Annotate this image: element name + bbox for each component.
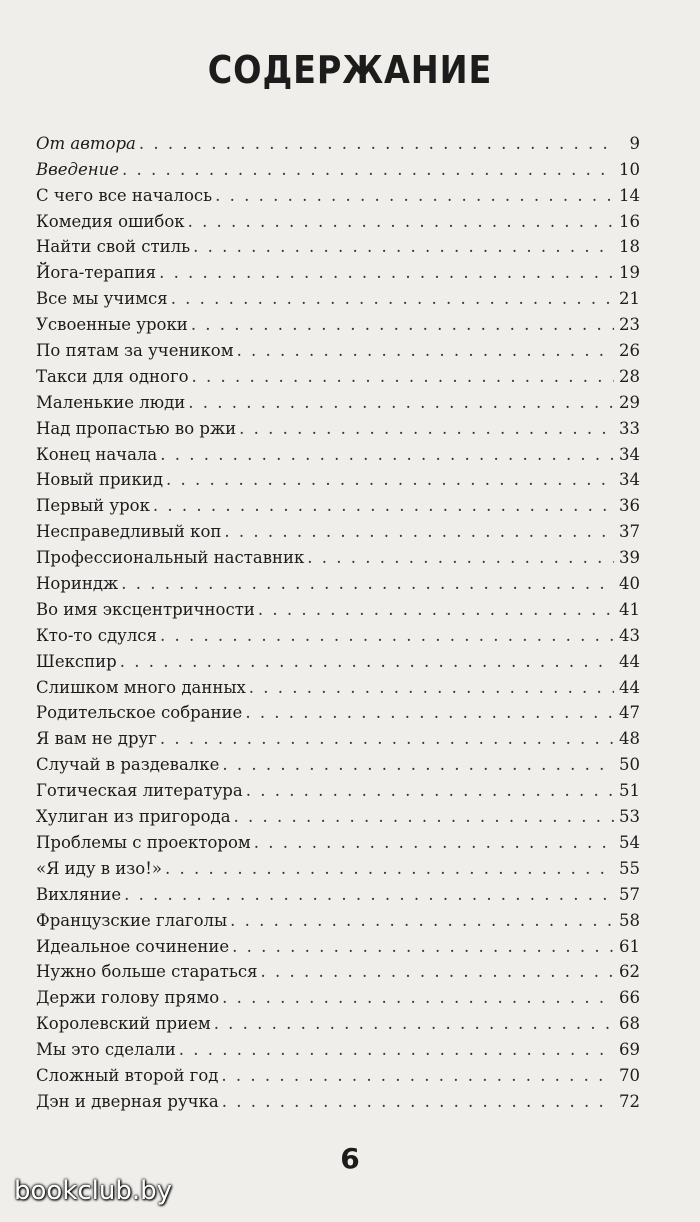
toc-entry-title: Проблемы с проектором	[36, 832, 251, 852]
toc-entry	[36, 749, 640, 775]
toc-entry-title: Усвоенные уроки	[36, 315, 188, 335]
toc-entry-page: 21	[619, 289, 640, 309]
toc-entry-page: 44	[619, 677, 640, 697]
dot-leader	[254, 833, 614, 853]
dot-leader	[171, 289, 614, 309]
toc-entry-title: Дэн и дверная ручка	[36, 1091, 219, 1111]
toc-entry-title: Королевский прием	[36, 1014, 211, 1034]
toc-entry-page: 16	[619, 211, 640, 231]
toc-entry-title: Такси для одного	[36, 366, 189, 386]
dot-leader	[237, 341, 614, 361]
toc-entry-page: 48	[619, 729, 640, 749]
dot-leader	[239, 419, 614, 439]
toc-entry-page: 10	[619, 159, 640, 179]
dot-leader	[234, 807, 614, 827]
toc-entry-page: 39	[619, 548, 640, 568]
toc-entry-title: Вихляние	[36, 884, 122, 904]
toc-entry	[36, 283, 640, 309]
dot-leader	[224, 522, 614, 542]
dot-leader	[230, 911, 614, 931]
toc-entry	[36, 516, 640, 542]
toc-entry-page: 41	[619, 599, 640, 619]
dot-leader	[232, 937, 614, 957]
toc-entry-page: 51	[619, 781, 640, 801]
toc-entry-title: Слишком много данных	[36, 677, 246, 697]
toc-entry-title: Готическая литература	[36, 781, 243, 801]
toc-entry	[36, 931, 640, 957]
toc-entry	[36, 128, 640, 154]
toc-entry-title: Шекспир	[36, 651, 117, 671]
toc-entry-page: 19	[619, 263, 640, 283]
toc-entry-title: Идеальное сочинение	[36, 936, 230, 956]
toc-entry-title: «Я иду в изо!»	[36, 858, 162, 878]
dot-leader	[258, 600, 614, 620]
dot-leader	[192, 367, 614, 387]
dot-leader	[160, 445, 614, 465]
toc-entry	[36, 827, 640, 853]
dot-leader	[122, 160, 614, 180]
dot-leader	[307, 548, 614, 568]
toc-entry-page: 50	[619, 755, 640, 775]
dot-leader	[221, 1066, 614, 1086]
toc-entry	[36, 801, 640, 827]
dot-leader	[153, 496, 614, 516]
toc-entry-title: Профессиональный наставник	[36, 548, 305, 568]
toc-entry-page: 44	[619, 651, 640, 671]
page-number: 6	[340, 1142, 360, 1175]
toc-entry-title: Случай в раздевалке	[36, 755, 220, 775]
dot-leader	[139, 134, 614, 154]
toc-entry-page: 40	[619, 574, 640, 594]
toc-entry-title: Введение	[36, 159, 119, 179]
dot-leader	[222, 1092, 614, 1112]
dot-leader	[160, 729, 614, 749]
toc-entry-page: 28	[619, 366, 640, 386]
dot-leader	[188, 212, 614, 232]
dot-leader	[124, 885, 614, 905]
toc-entry	[36, 1086, 640, 1112]
toc-entry-title: Нориндж	[36, 574, 119, 594]
toc-entry-title: Йога-терапия	[36, 263, 157, 283]
toc-entry	[36, 232, 640, 258]
dot-leader	[159, 263, 614, 283]
toc-entry-page: 36	[619, 496, 640, 516]
toc-entry-page: 58	[619, 910, 640, 930]
toc-entry	[36, 1034, 640, 1060]
toc-entry-page: 18	[619, 237, 640, 257]
toc-entry-title: Маленькие люди	[36, 392, 186, 412]
dot-leader	[222, 988, 614, 1008]
toc-entry	[36, 387, 640, 413]
dot-leader	[245, 703, 614, 723]
dot-leader	[215, 186, 614, 206]
toc-entry	[36, 646, 640, 672]
toc-entry-title: Сложный второй год	[36, 1065, 219, 1085]
toc-entry-title: С чего все началось	[36, 185, 213, 205]
dot-leader	[165, 859, 614, 879]
dot-leader	[188, 393, 614, 413]
toc-entry-page: 70	[619, 1065, 640, 1085]
dot-leader	[261, 962, 614, 982]
toc-entry-page: 55	[619, 858, 640, 878]
toc-entry	[36, 594, 640, 620]
toc-entry-title: Нужно больше стараться	[36, 962, 258, 982]
toc-entry-title: Хулиган из пригорода	[36, 807, 231, 827]
toc-entry-title: Найти свой стиль	[36, 237, 191, 257]
toc-entry-page: 66	[619, 988, 640, 1008]
toc-entry-title: Несправедливый коп	[36, 522, 222, 542]
toc-entry	[36, 879, 640, 905]
toc-entry	[36, 413, 640, 439]
toc-entry	[36, 439, 640, 465]
page-title: СОДЕРЖАНИЕ	[207, 48, 493, 92]
toc-entry-title: Родительское собрание	[36, 703, 243, 723]
dot-leader	[214, 1014, 614, 1034]
toc-entry-page: 69	[619, 1040, 640, 1060]
toc-entry-title: Все мы учимся	[36, 289, 168, 309]
toc-entry	[36, 180, 640, 206]
toc-entry-title: Французские глаголы	[36, 910, 228, 930]
toc-entry	[36, 620, 640, 646]
toc-entry-page: 33	[619, 418, 640, 438]
toc-entry-page: 54	[619, 832, 640, 852]
toc-entry	[36, 1060, 640, 1086]
toc-entry-title: По пятам за учеником	[36, 341, 234, 361]
toc-entry-page: 34	[619, 470, 640, 490]
toc-entry-page: 43	[619, 625, 640, 645]
watermark: bookclub.by	[14, 1176, 173, 1206]
toc-entry-page: 14	[619, 185, 640, 205]
toc-entry	[36, 309, 640, 335]
toc-entry-page: 47	[619, 703, 640, 723]
toc-entry-page: 29	[619, 392, 640, 412]
toc-entry-title: Во имя эксцентричности	[36, 599, 255, 619]
toc-entry-title: От автора	[36, 133, 136, 153]
toc-entry-title: Кто-то сдулся	[36, 625, 157, 645]
toc-entry-page: 9	[629, 133, 640, 153]
toc-entry-title: Я вам не друг	[36, 729, 157, 749]
toc-entry-page: 26	[619, 341, 640, 361]
toc-entry	[36, 490, 640, 516]
toc-entry	[36, 775, 640, 801]
dot-leader	[179, 1040, 614, 1060]
toc-entry-page: 34	[619, 444, 640, 464]
toc-entry	[36, 672, 640, 698]
toc-entry-page: 57	[619, 884, 640, 904]
toc-entry	[36, 1008, 640, 1034]
dot-leader	[193, 237, 614, 257]
toc-entry	[36, 257, 640, 283]
toc-entry-title: Над пропастью во ржи	[36, 418, 237, 438]
toc-entry	[36, 361, 640, 387]
dot-leader	[120, 652, 614, 672]
toc-entry	[36, 905, 640, 931]
toc-entry	[36, 206, 640, 232]
dot-leader	[222, 755, 614, 775]
toc-entry	[36, 723, 640, 749]
toc-entry-title: Держи голову прямо	[36, 988, 220, 1008]
dot-leader	[166, 470, 614, 490]
toc-entry-title: Первый урок	[36, 496, 150, 516]
toc-entry	[36, 568, 640, 594]
toc-entry-page: 37	[619, 522, 640, 542]
dot-leader	[246, 781, 614, 801]
toc-entry-page: 62	[619, 962, 640, 982]
toc-entry-title: Конец начала	[36, 444, 158, 464]
toc-entry-page: 68	[619, 1014, 640, 1034]
toc-entry-title: Комедия ошибок	[36, 211, 185, 231]
toc-entry	[36, 335, 640, 361]
toc-entry	[36, 853, 640, 879]
toc-entry-title: Мы это сделали	[36, 1040, 176, 1060]
dot-leader	[121, 574, 614, 594]
toc-entry	[36, 698, 640, 724]
dot-leader	[160, 626, 614, 646]
toc-entry	[36, 957, 640, 983]
toc-entry-page: 61	[619, 936, 640, 956]
toc-entry	[36, 154, 640, 180]
toc-entry-page: 23	[619, 315, 640, 335]
dot-leader	[191, 315, 614, 335]
toc-entry-title: Новый прикид	[36, 470, 164, 490]
toc-entry-page: 53	[619, 807, 640, 827]
toc-entry	[36, 465, 640, 491]
toc-entry	[36, 542, 640, 568]
table-of-contents	[36, 128, 640, 1112]
toc-entry-page: 72	[619, 1091, 640, 1111]
dot-leader	[249, 678, 614, 698]
toc-entry	[36, 982, 640, 1008]
